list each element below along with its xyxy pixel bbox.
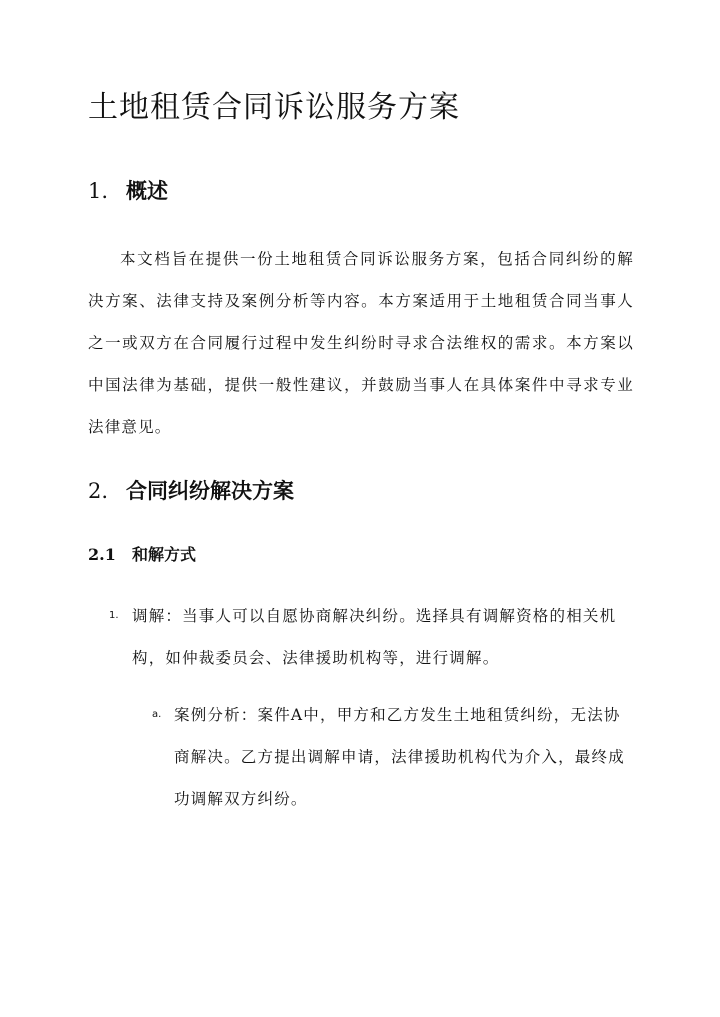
list-subitem-a-text: 案例分析：案件A中，甲方和乙方发生土地租赁纠纷，无法协商解决。乙方提出调解申请，法律援助机构代为介入，最终成功调解双方纠纷。 — [174, 706, 625, 808]
section-2-number: 2. — [88, 479, 109, 503]
list-subitem-a — [152, 694, 628, 820]
section-1-paragraph: 本文档旨在提供一份土地租赁合同诉讼服务方案，包括合同纠纷的解决方案、法律支持及案例分析等内容。本方案适用于土地租赁合同当事人之一或双方在合同履行过程中发生纠纷时寻求合法维权的需求。本方案以中国法律为基础，提供一般性建议，并鼓励当事人在具体案件中寻求专业法律意见。 — [88, 250, 634, 436]
section-2-title: 合同纠纷解决方案 — [126, 478, 294, 503]
section-1-heading — [88, 176, 168, 206]
list-subitem-a-marker: a. — [152, 709, 162, 720]
subsection-2-1-number: 2.1 — [88, 545, 116, 564]
subsection-2-1-title: 和解方式 — [132, 545, 197, 564]
list-item-1 — [109, 595, 628, 679]
section-2-heading — [88, 476, 294, 506]
list-item-1-text: 调解：当事人可以自愿协商解决纠纷。选择具有调解资格的相关机构，如仲裁委员会、法律援助机构等，进行调解。 — [132, 607, 617, 667]
subsection-2-1-heading — [88, 542, 196, 568]
list-item-1-marker: 1. — [109, 610, 119, 621]
section-1-number: 1. — [88, 179, 109, 203]
section-1-title: 概述 — [126, 178, 168, 203]
document-title: 土地租赁合同诉讼服务方案 — [88, 90, 460, 125]
